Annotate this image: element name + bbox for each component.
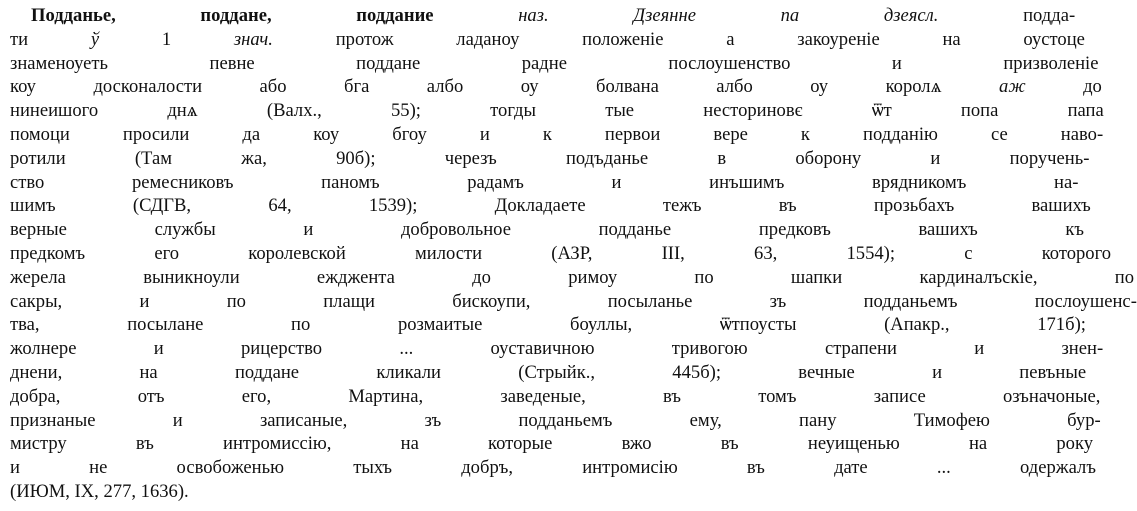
text-line (10, 361, 1087, 385)
line-text (10, 29, 1085, 50)
text-line (10, 266, 1135, 290)
text-line (10, 52, 1099, 76)
text-run: помоци просили да коу бгоу и к первои вере к подданію се наво- (10, 123, 1104, 145)
text-line (10, 218, 1085, 242)
text-run: тва, посылане по розмаитые боуллы, ѿтпоусты (Апакр., 171б); (10, 314, 1086, 336)
text-run: нинеишого днѧ (Валх., 55); тогды тые несториновє ѿт попа папа (10, 100, 1104, 122)
text-line (10, 4, 1076, 28)
text-run (434, 5, 519, 26)
line-text (10, 410, 1101, 431)
line-text (10, 148, 1089, 169)
text-run: и не освобоженью тыхъ добръ, интромисію въ дате ... одержалъ (10, 457, 1096, 479)
text-run: подда- (938, 5, 1076, 26)
text-line (10, 313, 1086, 337)
text-run: ти (10, 28, 91, 50)
text-line (10, 409, 1101, 433)
text-line (10, 385, 1101, 409)
text-line (10, 194, 1091, 218)
line-text (10, 219, 1084, 240)
text-line (10, 99, 1104, 123)
text-line (10, 337, 1104, 361)
italic-label: аж (999, 76, 1026, 98)
text-run: днени, на поддане кликали (Стрыйк., 445б); вечные и певъные (10, 361, 1087, 383)
text-run: 1 (99, 28, 234, 50)
line-text (10, 433, 1093, 454)
text-run: (ИЮМ, IX, 277, 1636). (10, 480, 189, 502)
italic-label: ў (90, 28, 100, 50)
text-run: жерела выникноули ежджента до римоу по шапки кардиналъскіе, по (10, 266, 1135, 288)
text-run: знаменоуеть певне поддане радне послоушенство и призволеніе (10, 52, 1099, 74)
headword: Подданье, поддане, поддание (31, 5, 434, 26)
text-run: верные службы и добровольное подданье предковъ вашихъ къ (10, 219, 1085, 241)
line-text (10, 243, 1111, 264)
text-line (10, 28, 1085, 52)
text-line (10, 242, 1112, 266)
line-text (10, 53, 1098, 74)
text-line (10, 480, 591, 504)
text-line (10, 290, 1137, 314)
italic-label: наз. Дзеянне па дзеясл. (518, 5, 939, 26)
line-text (10, 267, 1134, 288)
text-line (10, 123, 1104, 147)
text-run: шимъ (СДГВ, 64, 1539); Докладаете тежъ въ прозьбахъ вашихъ (10, 195, 1091, 217)
text-run: сакры, и по плащи бискоупи, посыланье зъ подданьемъ послоушенс- (10, 290, 1137, 312)
line-text (10, 362, 1086, 383)
line-text (10, 76, 1102, 97)
text-line (10, 456, 1096, 480)
line-text (10, 314, 1086, 335)
text-run: ротили (Там жа, 90б); черезъ подъданье в оборону и поручень- (10, 147, 1090, 169)
text-run: предкомъ его королевской милости (АЗР, III, 63, 1554); с которого (10, 242, 1112, 264)
line-text (10, 338, 1103, 359)
line-text (10, 291, 1137, 312)
text-run: протож ладаноу положеніе а закоуреніе на оустоце (272, 28, 1085, 50)
text-run: жолнере и рицерство ... оуставичною тривогою страпени и знен- (10, 338, 1104, 360)
line-text (10, 195, 1091, 216)
italic-label: знач. (233, 28, 273, 50)
line-text (10, 100, 1104, 121)
text-run: до (1025, 76, 1102, 98)
line-text (10, 386, 1100, 407)
text-run: ство ремесниковъ паномъ радамъ и инъшимъ врядникомъ на- (10, 171, 1079, 193)
text-run: коу досконалости або бга албо оу болвана албо оу королѧ (10, 76, 1000, 98)
text-line (10, 75, 1102, 99)
text-line (10, 432, 1094, 456)
text-run: признаные и записаные, зъ подданьемъ ему, пану Тимофею бур- (10, 409, 1101, 431)
text-line (10, 147, 1090, 171)
text-run: мистру въ интромиссію, на которые вжо въ неуищенью на року (10, 433, 1094, 455)
line-text (10, 481, 189, 502)
line-text (10, 124, 1103, 145)
line-text (10, 457, 1096, 478)
line-text (10, 172, 1078, 193)
line-text (31, 5, 1075, 26)
text-run: добра, отъ его, Мартина, заведеные, въ томъ записе озъначоные, (10, 385, 1101, 407)
text-line (10, 171, 1079, 195)
